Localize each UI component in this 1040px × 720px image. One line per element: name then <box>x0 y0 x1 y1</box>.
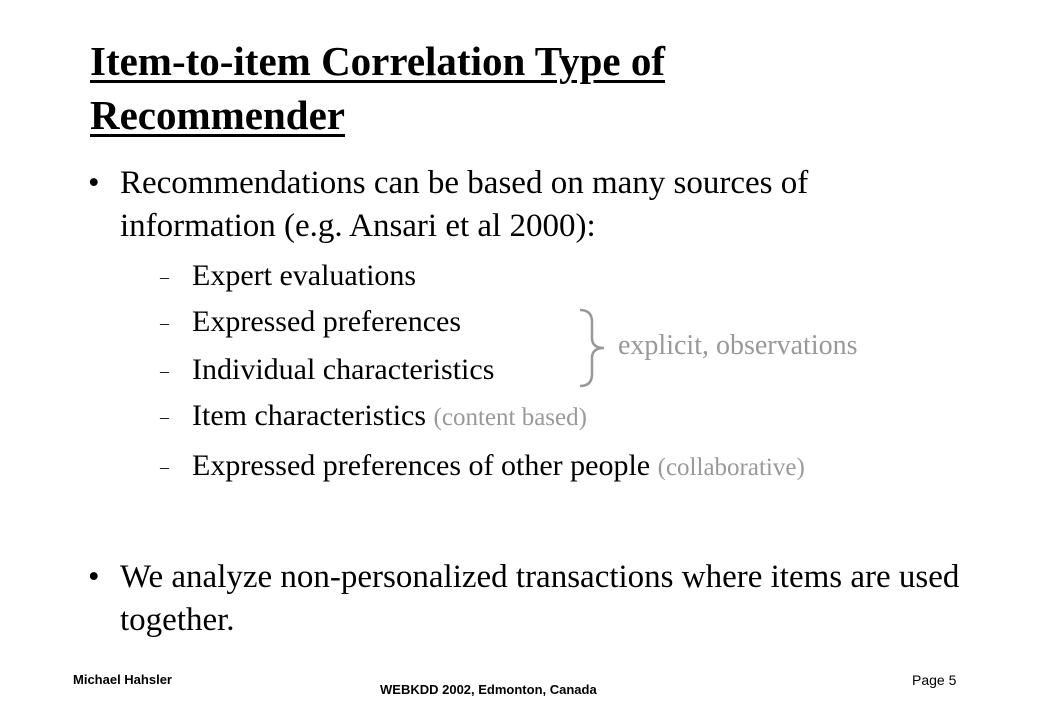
slide-title <box>90 34 990 142</box>
sub-item-text: Expert evaluations <box>192 259 417 292</box>
dash-marker: – <box>160 361 169 381</box>
sub-item-text: Individual characteristics <box>192 353 495 386</box>
bullet-item <box>88 162 968 248</box>
dash-marker: – <box>160 267 169 287</box>
sub-item <box>160 448 805 486</box>
brace-label: explicit, observations <box>618 330 858 361</box>
page-number: Page 5 <box>912 672 957 688</box>
dash-marker: – <box>160 313 169 333</box>
sub-item <box>160 398 587 436</box>
dash-marker: – <box>160 457 169 477</box>
sub-item <box>160 258 416 295</box>
sub-item-text: Expressed preferences of other people <box>192 449 651 482</box>
bullet-marker: • <box>88 165 100 201</box>
bullet-text: Recommendations can be based on many sources of information (e.g. Ansari et al 2000): <box>120 165 809 244</box>
footer-conference: WEBKDD 2002, Edmonton, Canada <box>380 682 597 697</box>
slide-title-line-1: Item-to-item Correlation Type of <box>90 38 665 84</box>
sub-item-text: Item characteristics <box>192 399 427 432</box>
bullet-item <box>88 556 968 642</box>
bullet-text: We analyze non-personalized transactions where items are used together. <box>120 559 960 638</box>
footer-author: Michael Hahsler <box>73 672 172 687</box>
sub-item-note: (collaborative) <box>657 454 805 481</box>
dash-marker: – <box>160 407 169 427</box>
sub-item <box>160 304 461 341</box>
bullet-marker: • <box>88 559 100 595</box>
slide-title-line-2: Recommender <box>90 92 346 138</box>
sub-item-text: Expressed preferences <box>192 305 462 338</box>
sub-item <box>160 352 494 389</box>
sub-item-note: (content based) <box>433 404 587 431</box>
curly-brace-icon <box>572 308 612 388</box>
